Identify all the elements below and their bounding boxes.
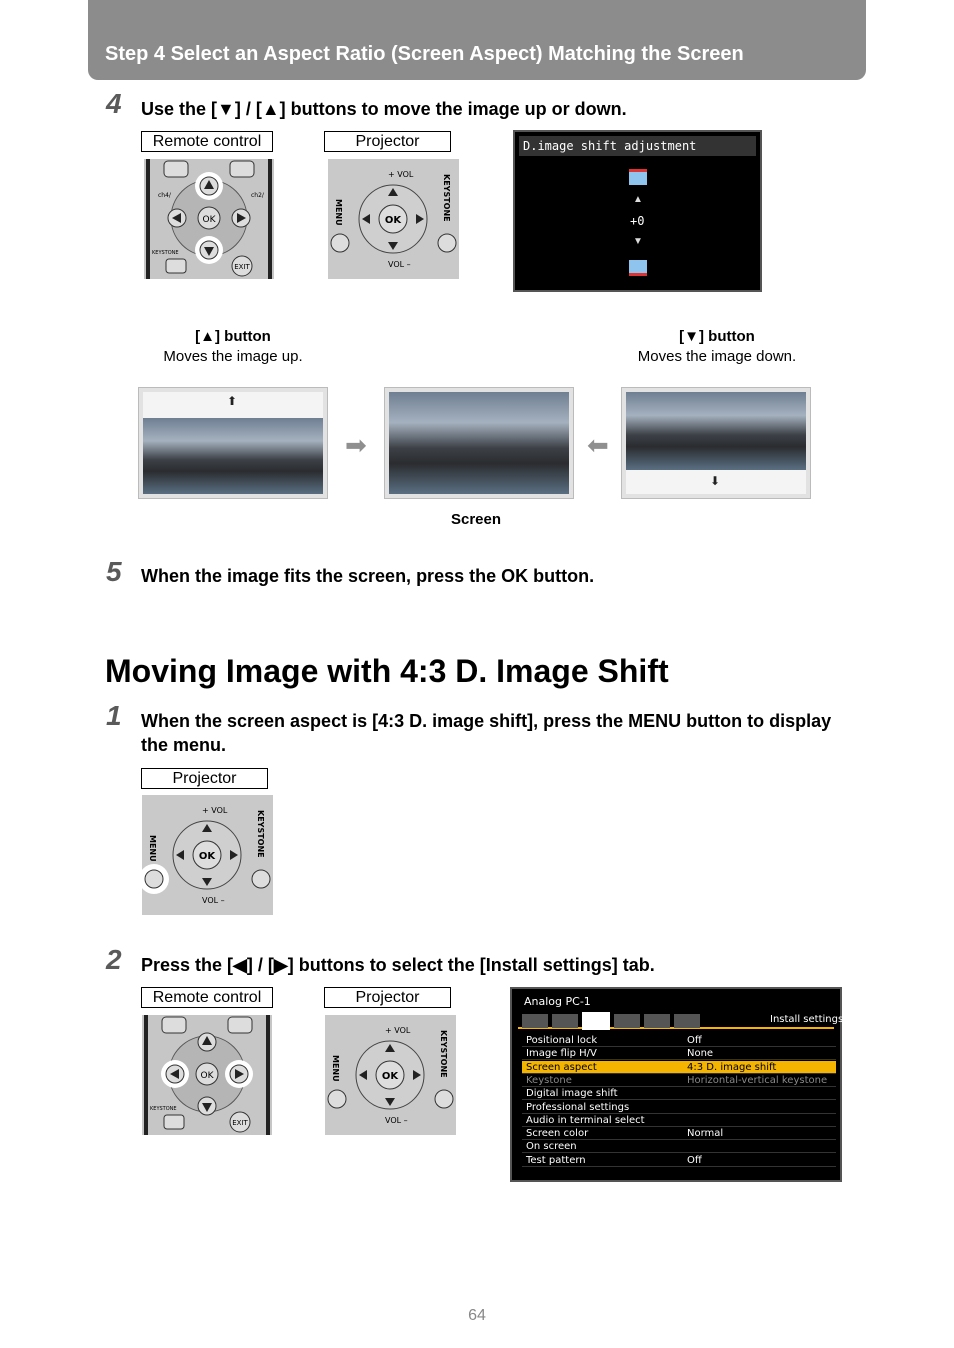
projector-vol-minus-label: VOL – — [388, 260, 411, 269]
projector-keystone-label: KEYSTONE — [442, 174, 451, 222]
remote-keystone-label: KEYSTONE — [152, 250, 179, 256]
remote-exit-label: EXIT — [232, 1119, 248, 1127]
menu-item[interactable] — [522, 1047, 836, 1060]
menu-item-value: Off — [687, 1035, 702, 1046]
menu-item-label: Digital image shift — [526, 1088, 618, 1100]
menu-item[interactable] — [522, 1087, 836, 1100]
label-projector: Projector — [324, 987, 451, 1008]
remote-ok-label: OK — [202, 215, 216, 225]
remote-control-drawing — [144, 159, 274, 279]
remote-ch4-label: ch4/ — [158, 192, 171, 199]
caption-down-title: [▼] button — [679, 328, 755, 345]
step-4-text: Use the [▼] / [▲] buttons to move the image up or down. — [141, 99, 627, 119]
label-projector: Projector — [141, 768, 268, 789]
menu-item-label: Image flip H/V — [526, 1048, 597, 1060]
label-remote-control: Remote control — [141, 131, 273, 152]
arrow-up-icon: ▲ — [633, 194, 643, 205]
remote-ch2-label: ch2/ — [251, 192, 264, 199]
menu-item-label: On screen — [526, 1141, 577, 1153]
projector-vol-minus-label: VOL – — [385, 1116, 408, 1125]
osd-install-settings-menu — [510, 987, 842, 1182]
tab-system[interactable] — [614, 1014, 640, 1028]
caption-screen: Screen — [450, 511, 502, 528]
osd-input-source: Analog PC-1 — [524, 995, 591, 1008]
projector-keystone-label: KEYSTONE — [439, 1030, 448, 1078]
menu-item-label: Professional settings — [526, 1101, 630, 1113]
projector-menu-label: MENU — [331, 1055, 340, 1082]
step-number-2: 2 — [106, 944, 122, 975]
up-arrow-icon: ⬆ — [227, 394, 238, 408]
projector-panel-drawing — [328, 159, 459, 279]
screen-image-centered — [384, 387, 574, 499]
projector-panel-image — [328, 159, 459, 279]
header-bar — [88, 0, 866, 80]
projector-vol-plus-label: + VOL — [388, 170, 414, 179]
tab-picture[interactable] — [522, 1014, 548, 1028]
step-2-text: Press the [◀] / [▶] buttons to select the [Install settings] tab. — [141, 955, 655, 975]
image-down-icon — [629, 260, 647, 276]
menu-item-value: Off — [687, 1154, 702, 1166]
image-up-icon — [629, 169, 647, 185]
step-number-4: 4 — [106, 88, 122, 119]
arrow-left-icon: ⬅ — [587, 430, 609, 460]
page-header-title: Step 4 Select an Aspect Ratio (Screen Aspect) Matching the Screen — [105, 43, 744, 65]
menu-item[interactable] — [522, 1154, 836, 1167]
projector-ok-label: OK — [384, 215, 402, 226]
label-remote-control: Remote control — [141, 987, 273, 1008]
menu-item-value: None — [687, 1048, 714, 1060]
projector-panel-drawing — [142, 795, 273, 915]
caption-down-text: Moves the image down. — [637, 348, 797, 365]
remote-control-image — [142, 1015, 272, 1135]
projector-vol-plus-label: + VOL — [202, 806, 228, 815]
tab-network[interactable] — [644, 1014, 670, 1028]
remote-control-image — [144, 159, 274, 279]
osd-title: D.image shift adjustment — [519, 136, 756, 156]
menu-item-label: Screen color — [526, 1128, 589, 1140]
page-number: 64 — [468, 1307, 486, 1324]
down-arrow-icon: ⬇ — [710, 474, 721, 488]
menu-item[interactable] — [522, 1101, 836, 1114]
projector-panel-image — [142, 795, 273, 915]
projector-panel-image — [325, 1015, 456, 1135]
menu-item-value: Normal — [687, 1128, 724, 1140]
projector-keystone-label: KEYSTONE — [256, 810, 265, 858]
cityscape-image — [626, 392, 806, 470]
tab-info[interactable] — [674, 1014, 700, 1028]
projector-vol-plus-label: + VOL — [385, 1026, 411, 1035]
menu-item-label: Positional lock — [526, 1035, 598, 1046]
menu-item-label: Test pattern — [526, 1154, 586, 1166]
remote-control-drawing — [142, 1015, 272, 1135]
menu-item[interactable] — [522, 1127, 836, 1140]
tab-install-settings[interactable] — [582, 1012, 610, 1030]
menu-item-label: Audio in terminal select — [526, 1114, 645, 1126]
menu-item-label: Keystone — [526, 1074, 572, 1086]
osd-image-shift-adjustment — [513, 130, 762, 292]
osd-shift-value: +0 — [630, 214, 645, 228]
cityscape-image — [143, 418, 323, 494]
projector-menu-label: MENU — [334, 199, 343, 226]
step-number-5: 5 — [106, 556, 122, 587]
screen-image-moved-up — [138, 387, 328, 499]
projector-vol-minus-label: VOL – — [202, 896, 225, 905]
section-title: Moving Image with 4:3 D. Image Shift — [105, 653, 669, 689]
arrow-down-icon: ▼ — [633, 236, 643, 247]
screen-image-moved-down — [621, 387, 811, 499]
osd-tab-bar — [518, 1013, 844, 1029]
menu-item[interactable] — [522, 1114, 836, 1127]
projector-menu-label: MENU — [148, 835, 157, 862]
menu-item-value: Horizontal-vertical keystone — [687, 1074, 828, 1086]
caption-up-title: [▲] button — [195, 328, 271, 345]
projector-ok-label: OK — [381, 1071, 399, 1082]
step-1-text: When the screen aspect is [4:3 D. image shift], press the MENU button to display the menu. — [141, 711, 832, 755]
tab-image-adjust[interactable] — [552, 1014, 578, 1028]
cityscape-image — [389, 392, 569, 494]
menu-item[interactable] — [522, 1140, 836, 1153]
menu-item[interactable] — [522, 1074, 836, 1087]
menu-item-value: 4:3 D. image shift — [687, 1061, 777, 1073]
step-number-1: 1 — [106, 700, 122, 731]
remote-ok-label: OK — [200, 1071, 214, 1081]
arrow-right-icon: ➡ — [345, 430, 367, 460]
remote-keystone-label: KEYSTONE — [150, 1106, 177, 1112]
caption-up-text: Moves the image up. — [163, 348, 303, 365]
projector-ok-label: OK — [198, 851, 216, 862]
menu-item[interactable] — [522, 1061, 836, 1074]
menu-item-label: Screen aspect — [526, 1061, 597, 1073]
osd-tab-name: Install settings — [770, 1014, 844, 1025]
label-projector: Projector — [324, 131, 451, 152]
menu-item[interactable] — [522, 1034, 836, 1047]
remote-exit-label: EXIT — [234, 263, 250, 271]
projector-panel-drawing — [325, 1015, 456, 1135]
step-5-text: When the image fits the screen, press the OK button. — [141, 566, 595, 586]
